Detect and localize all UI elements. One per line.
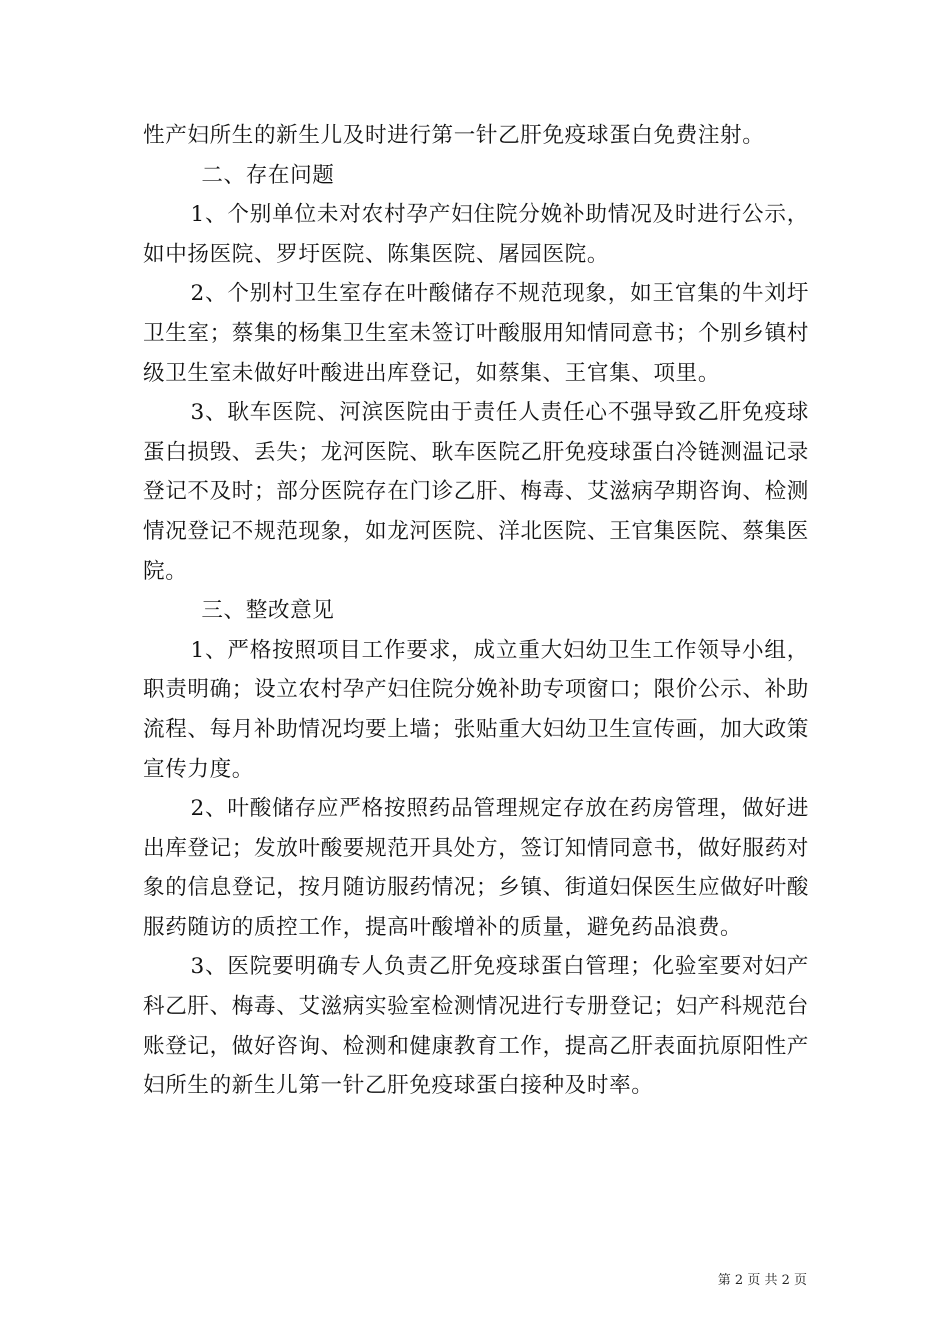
document-body bbox=[143, 116, 809, 1106]
rectification-item-2: 2、叶酸储存应严格按照药品管理规定存放在药房管理，做好进出库登记；发放叶酸要规范开具处方，签订知情同意书，做好服药对象的信息登记，按月随访服药情况；乡镇、街道妇保医生应做好叶酸服药随访的质控工作，提高叶酸增补的质量，避免药品浪费。 bbox=[143, 796, 809, 940]
section-heading-problems: 二、存在问题 bbox=[201, 162, 335, 188]
problem-item-3: 3、耿车医院、河滨医院由于责任人责任心不强导致乙肝免疫球蛋白损毁、丢失；龙河医院、耿车医院乙肝免疫球蛋白冷链测温记录登记不及时；部分医院存在门诊乙肝、梅毒、艾滋病孕期咨询、检测情况登记不规范现象，如龙河医院、洋北医院、王官集医院、蔡集医院。 bbox=[143, 400, 809, 584]
section-heading-rectification: 三、整改意见 bbox=[201, 598, 335, 624]
rectification-item-1: 1、严格按照项目工作要求，成立重大妇幼卫生工作领导小组，职责明确；设立农村孕产妇住院分娩补助专项窗口；限价公示、补助流程、每月补助情况均要上墙；张贴重大妇幼卫生宣传画，加大政策宣传力度。 bbox=[143, 637, 809, 782]
page-footer bbox=[0, 1272, 807, 1290]
rectification-item-3: 3、医院要明确专人负责乙肝免疫球蛋白管理；化验室要对妇产科乙肝、梅毒、艾滋病实验室检测情况进行专册登记；妇产科规范台账登记，做好咨询、检测和健康教育工作，提高乙肝表面抗原阳性产妇所生的新生儿第一针乙肝免疫球蛋白接种及时率。 bbox=[143, 954, 809, 1099]
page-number-label: 第 2 页 共 2 页 bbox=[717, 1273, 807, 1288]
problem-item-1: 1、个别单位未对农村孕产妇住院分娩补助情况及时进行公示，如中扬医院、罗圩医院、陈集医院、屠园医院。 bbox=[143, 202, 809, 267]
problem-item-2: 2、个别村卫生室存在叶酸储存不规范现象，如王官集的牛刘圩卫生室；蔡集的杨集卫生室未签订叶酸服用知情同意书；个别乡镇村级卫生室未做好叶酸进出库登记，如蔡集、王官集、项里。 bbox=[143, 281, 809, 386]
paragraph-continuation: 性产妇所生的新生儿及时进行第一针乙肝免疫球蛋白免费注射。 bbox=[143, 123, 765, 148]
